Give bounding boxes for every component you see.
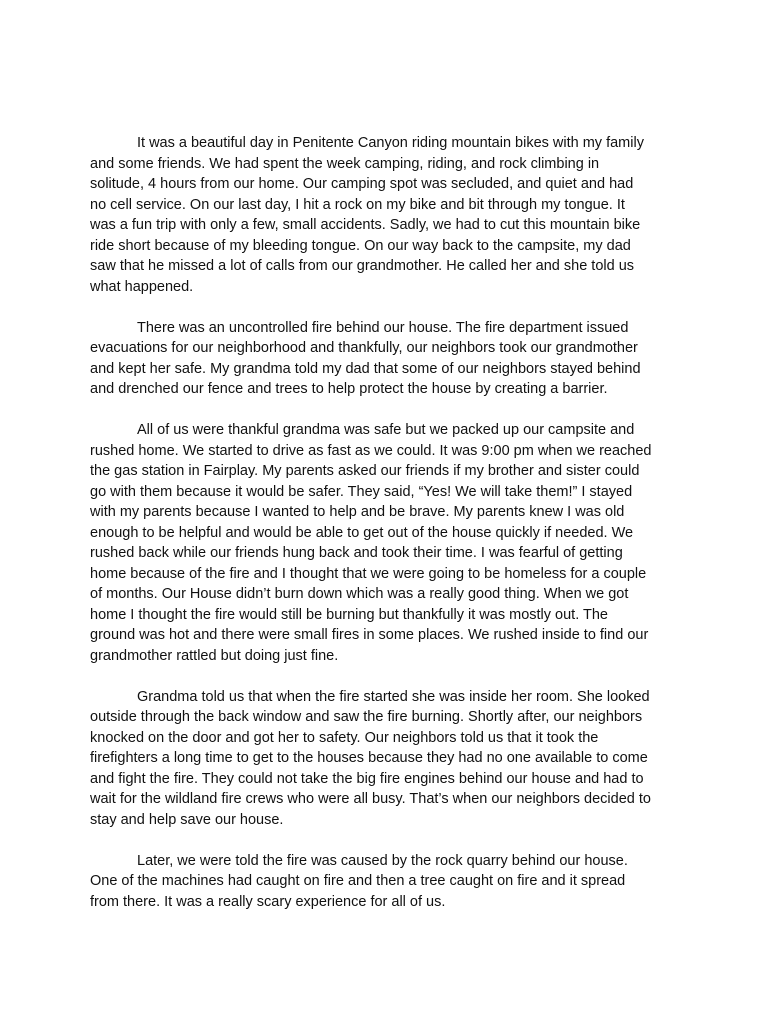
- text-line: go with them because it would be safer. They said, “Yes! We will take them!” I stayed: [90, 483, 633, 500]
- text-line: of months. Our House didn’t burn down which was a really good thing. When we got: [90, 586, 629, 602]
- text-line: Later, we were told the fire was caused by the rock quarry behind our house.: [137, 852, 628, 869]
- text-line: One of the machines had caught on fire and then a tree caught on fire and it spread: [90, 873, 626, 889]
- text-line: ride short because of my bleeding tongue. On our way back to the campsite, my dad: [90, 237, 631, 254]
- text-line: outside through the back window and saw the fire burning. Shortly after, our neighbors: [90, 709, 643, 725]
- text-line: ground was hot and there were small fires in some places. We rushed inside to find our: [90, 627, 649, 643]
- text-line: and drenched our fence and trees to help protect the house by creating a barrier.: [90, 381, 608, 397]
- text-line: Grandma told us that when the fire started she was inside her room. She looked: [137, 688, 650, 705]
- text-line: from there. It was a really scary experience for all of us.: [90, 893, 446, 910]
- paragraph-4: [90, 687, 682, 831]
- text-line: enough to be helpful and would be able to get out of the house quickly if needed. We: [90, 524, 634, 541]
- text-line: and kept her safe. My grandma told my dad that some of our neighbors stayed behind: [90, 360, 641, 377]
- paragraph-3: [90, 420, 682, 666]
- text-line: grandmother rattled but doing just fine.: [90, 647, 339, 664]
- text-line: rushed home. We started to drive as fast as we could. It was 9:00 pm when we reached: [90, 442, 652, 459]
- text-line: wait for the wildland fire crews who were all busy. That’s when our neighbors decided to: [90, 791, 651, 807]
- text-line: rushed back while our friends hung back and took their time. I was fearful of getting: [90, 545, 623, 561]
- text-line: home I thought the fire would still be burning but thankfully it was mostly out. The: [90, 606, 608, 623]
- text-line: firefighters a long time to get to the houses because they had no one available to come: [90, 750, 648, 766]
- text-line: no cell service. On our last day, I hit a rock on my bike and bit through my tongue. It: [90, 196, 625, 213]
- text-line: what happened.: [90, 278, 194, 295]
- text-line: All of us were thankful grandma was safe but we packed up our campsite and: [137, 422, 635, 438]
- text-line: It was a beautiful day in Penitente Canyon riding mountain bikes with my family: [137, 135, 644, 151]
- text-line: the gas station in Fairplay. My parents asked our friends if my brother and sister could: [90, 463, 640, 479]
- text-line: solitude, 4 hours from our home. Our camping spot was secluded, and quiet and had: [90, 176, 634, 192]
- text-line: knocked on the door and got her to safety. Our neighbors told us that it took the: [90, 729, 599, 746]
- paragraph-5: [90, 851, 682, 913]
- text-line: stay and help save our house.: [90, 811, 284, 828]
- text-line: and some friends. We had spent the week camping, riding, and rock climbing in: [90, 155, 600, 172]
- text-line: There was an uncontrolled fire behind our house. The fire department issued: [137, 319, 629, 336]
- text-line: with my parents because I wanted to help and be brave. My parents knew I was old: [90, 504, 625, 520]
- paragraph-1: [90, 133, 682, 297]
- text-line: home because of the fire and I thought that we were going to be homeless for a couple: [90, 565, 647, 582]
- paragraph-2: [90, 318, 682, 400]
- text-line: and fight the fire. They could not take the big fire engines behind our house and had to: [90, 770, 644, 787]
- text-line: was a fun trip with only a few, small accidents. Sadly, we had to cut this mountain bike: [90, 217, 641, 233]
- document-body: [90, 133, 682, 933]
- text-line: saw that he missed a lot of calls from our grandmother. He called her and she told us: [90, 258, 635, 274]
- text-line: evacuations for our neighborhood and thankfully, our neighbors took our grandmother: [90, 340, 638, 356]
